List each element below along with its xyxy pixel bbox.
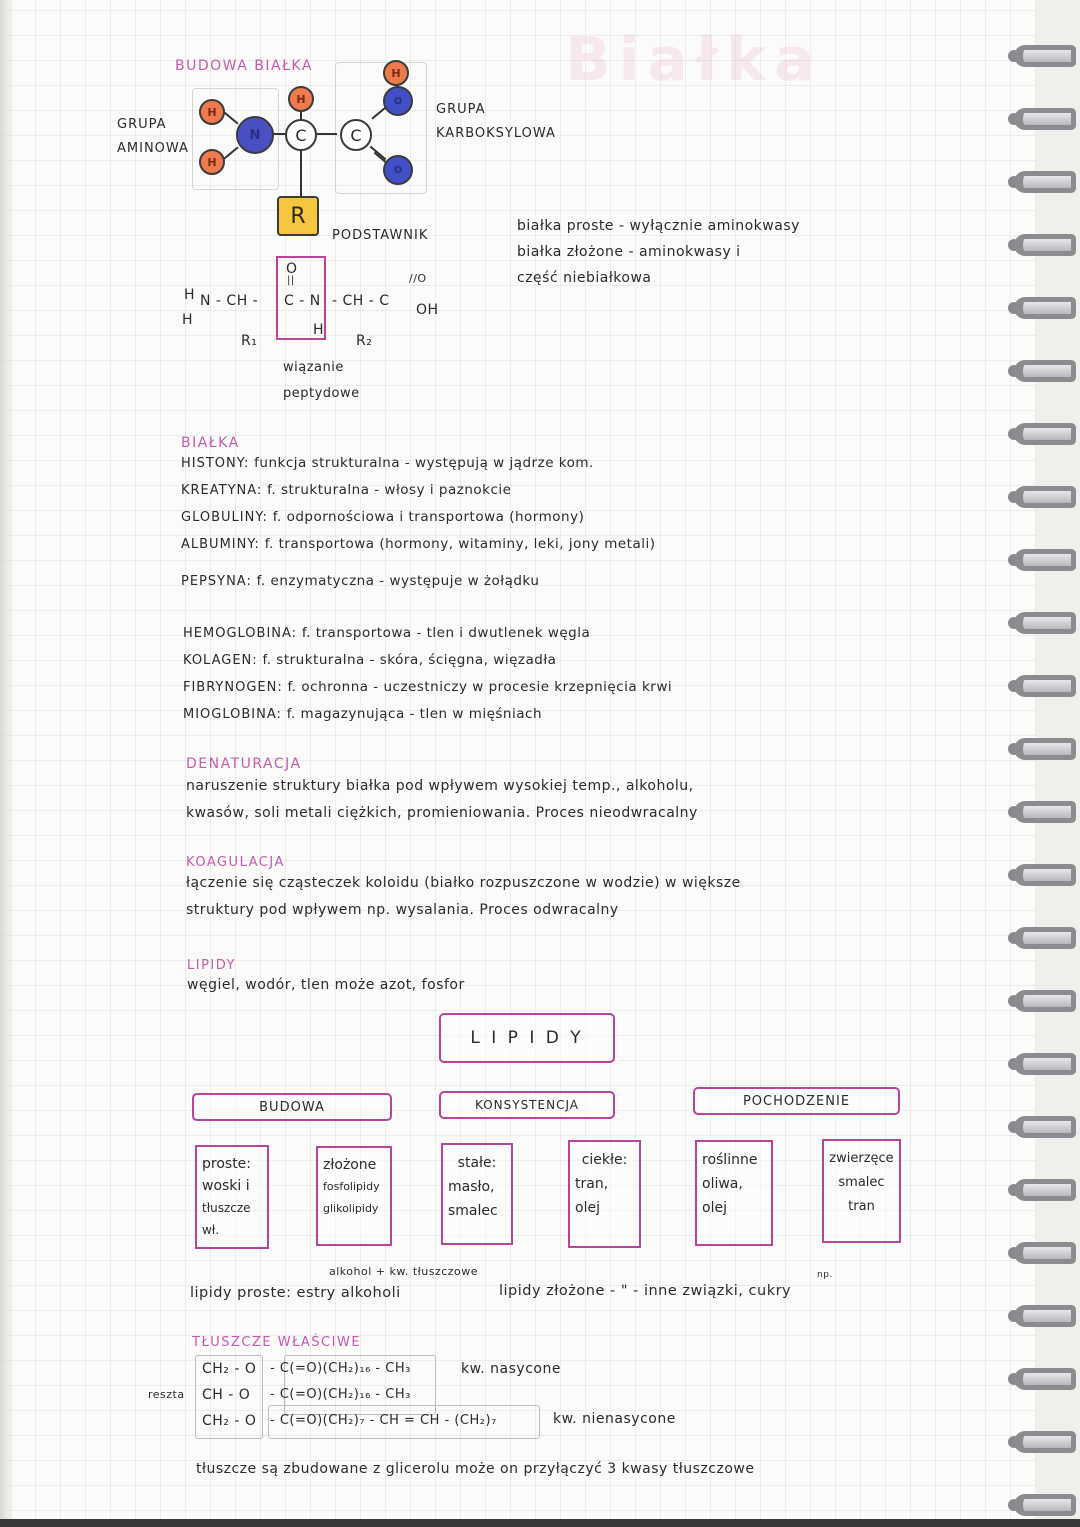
r-group-box: R <box>277 196 319 236</box>
lipidy-elements: węgiel, wodór, tlen może azot, fosfor <box>187 977 465 993</box>
fat-row-left: CH - O <box>202 1387 251 1403</box>
protein-types: białka proste - wyłącznie aminokwasy białka złożone - aminokwasy i część niebiałkowa <box>517 218 800 286</box>
bialka-item: KREATYNA: f. strukturalna - włosy i paznokcie <box>181 482 512 498</box>
structure-title: BUDOWA BIAŁKA <box>175 58 313 74</box>
spiral-ring <box>1014 738 1076 760</box>
spiral-ring <box>1014 1116 1076 1138</box>
peptide-oh: OH <box>416 302 439 318</box>
peptide-double-bond: || <box>287 275 295 286</box>
substituent-label: PODSTAWNIK <box>332 228 429 243</box>
spiral-ring <box>1014 1305 1076 1327</box>
bialka-item: HISTONY: funkcja strukturalna - występują w jądrze kom. <box>181 455 594 471</box>
hydrogen-atom: H <box>199 149 225 175</box>
spiral-ring <box>1014 1494 1076 1516</box>
spiral-ring <box>1014 234 1076 256</box>
spiral-ring <box>1014 1179 1076 1201</box>
hydrogen-atom: H <box>199 99 225 125</box>
spiral-ring <box>1014 927 1076 949</box>
peptide-h-bottom: H <box>182 312 194 328</box>
peptide-carbonyl-o: //O <box>409 272 427 285</box>
leaf-box: złożone fosfolipidy glikolipidy <box>316 1146 392 1246</box>
amino-group-label: GRUPA AMINOWA <box>117 117 189 156</box>
spiral-ring <box>1014 675 1076 697</box>
bialka-list-bottom <box>183 620 672 728</box>
bialka-list-top <box>181 450 656 558</box>
spiral-ring <box>1014 45 1076 67</box>
koagulacja-heading: KOAGULACJA <box>186 855 285 870</box>
spiral-ring <box>1014 171 1076 193</box>
carboxyl-group-label: GRUPA KARBOKSYLOWA <box>436 102 556 141</box>
spiral-ring <box>1014 360 1076 382</box>
bialka-item: GLOBULINY: f. odpornościowa i transportowa (hormony) <box>181 509 585 525</box>
simple-lipids-note: alkohol + kw. tłuszczowe <box>329 1265 479 1278</box>
spiral-ring <box>1014 1053 1076 1075</box>
spiral-ring <box>1014 549 1076 571</box>
page-edge-shadow <box>0 0 14 1527</box>
peptide-right: - CH - C <box>332 293 390 309</box>
spiral-ring <box>1014 1242 1076 1264</box>
tluszcze-heading: TŁUSZCZE WŁAŚCIWE <box>192 1335 362 1350</box>
peptide-caption: wiązanie peptydowe <box>283 360 360 401</box>
denaturacja-heading: DENATURACJA <box>186 756 302 772</box>
alpha-carbon-atom: C <box>285 119 317 151</box>
denaturacja-text: naruszenie struktury białka pod wpływem wysokiej temp., alkoholu, kwasów, soli metali ciężkich, promieniowania. Proces nieodwracalny <box>186 778 698 821</box>
complex-lipids-note: np. <box>817 1270 833 1280</box>
category-box-pochodzenie: POCHODZENIE <box>693 1087 900 1115</box>
bond <box>317 133 337 135</box>
unsaturated-label: kw. nienasycone <box>553 1411 676 1427</box>
bialka-item: FIBRYNOGEN: f. ochronna - uczestniczy w procesie krzepnięcia krwi <box>183 679 673 695</box>
spiral-ring <box>1014 1431 1076 1453</box>
hydrogen-atom: H <box>383 60 409 86</box>
spiral-ring <box>1014 423 1076 445</box>
fat-row-right: - C(=O)(CH₂)₁₆ - CH₃ <box>270 1387 411 1402</box>
peptide-o: O <box>286 261 298 277</box>
leaf-box: zwierzęce smalec tran <box>822 1139 901 1243</box>
peptide-nh: H <box>313 322 325 338</box>
spiral-ring <box>1014 297 1076 319</box>
bond <box>300 150 302 196</box>
spiral-ring <box>1014 801 1076 823</box>
spiral-ring <box>1014 486 1076 508</box>
bialka-item: MIOGLOBINA: f. magazynująca - tlen w mięśniach <box>183 706 542 722</box>
peptide-r1: R₁ <box>241 333 258 349</box>
leaf-box: stałe: masło, smalec <box>441 1143 513 1245</box>
fat-row-left: CH₂ - O <box>202 1361 257 1377</box>
lipidy-root-label: L I P I D Y <box>470 1028 584 1048</box>
bialka-item: PEPSYNA: f. enzymatyczna - występuje w żołądku <box>181 573 540 589</box>
residue-label: reszta <box>148 1388 185 1401</box>
lipidy-root-box <box>439 1013 615 1063</box>
fat-row-right: - C(=O)(CH₂)₁₆ - CH₃ <box>270 1361 411 1376</box>
fat-row-left: CH₂ - O <box>202 1413 257 1429</box>
nitrogen-atom: N <box>236 116 274 154</box>
notebook-spine <box>1036 0 1080 1527</box>
bialka-item: ALBUMINY: f. transportowa (hormony, witaminy, leki, jony metali) <box>181 536 656 552</box>
fat-row-right: - C(=O)(CH₂)₇ - CH = CH - (CH₂)₇ <box>270 1413 497 1428</box>
category-box-konsystencja: KONSYSTENCJA <box>439 1091 615 1119</box>
saturated-label: kw. nasycone <box>461 1361 561 1377</box>
spiral-ring <box>1014 864 1076 886</box>
koagulacja-text: łączenie się cząsteczek koloidu (białko rozpuszczone w wodzie) w większe struktury pod wpływem np. wysalania. Proces odwracalny <box>186 875 741 918</box>
fat-composition-note: tłuszcze są zbudowane z glicerolu może on przyłączyć 3 kwasy tłuszczowe <box>196 1461 755 1477</box>
peptide-mid: C - N <box>284 293 321 309</box>
peptide-r2: R₂ <box>356 333 373 349</box>
lipidy-heading: LIPIDY <box>187 958 236 973</box>
leaf-box: roślinne oliwa, olej <box>695 1140 773 1246</box>
bialka-heading: BIAŁKA <box>181 435 240 451</box>
oxygen-atom: O <box>383 155 413 185</box>
complex-lipids-definition: lipidy złożone - " - inne związki, cukry <box>499 1283 792 1299</box>
faint-heading: Białka <box>565 25 823 95</box>
peptide-h-top: H <box>184 287 196 303</box>
spiral-ring <box>1014 1368 1076 1390</box>
hydrogen-atom: H <box>288 86 314 112</box>
spiral-ring <box>1014 108 1076 130</box>
peptide-left: N - CH - <box>200 293 259 309</box>
leaf-box: proste: woski i tłuszcze wł. <box>195 1145 269 1249</box>
oxygen-atom: O <box>383 86 413 116</box>
spiral-ring <box>1014 612 1076 634</box>
bialka-item: HEMOGLOBINA: f. transportowa - tlen i dwutlenek węgla <box>183 625 591 641</box>
category-box-budowa: BUDOWA <box>192 1093 392 1121</box>
spiral-ring <box>1014 990 1076 1012</box>
carboxyl-carbon-atom: C <box>340 119 372 151</box>
leaf-box: ciekłe: tran, olej <box>568 1140 641 1248</box>
simple-lipids-definition: lipidy proste: estry alkoholi <box>190 1285 401 1301</box>
page-bottom-edge <box>0 1519 1080 1527</box>
bialka-item: KOLAGEN: f. strukturalna - skóra, ścięgna, więzadła <box>183 652 557 668</box>
